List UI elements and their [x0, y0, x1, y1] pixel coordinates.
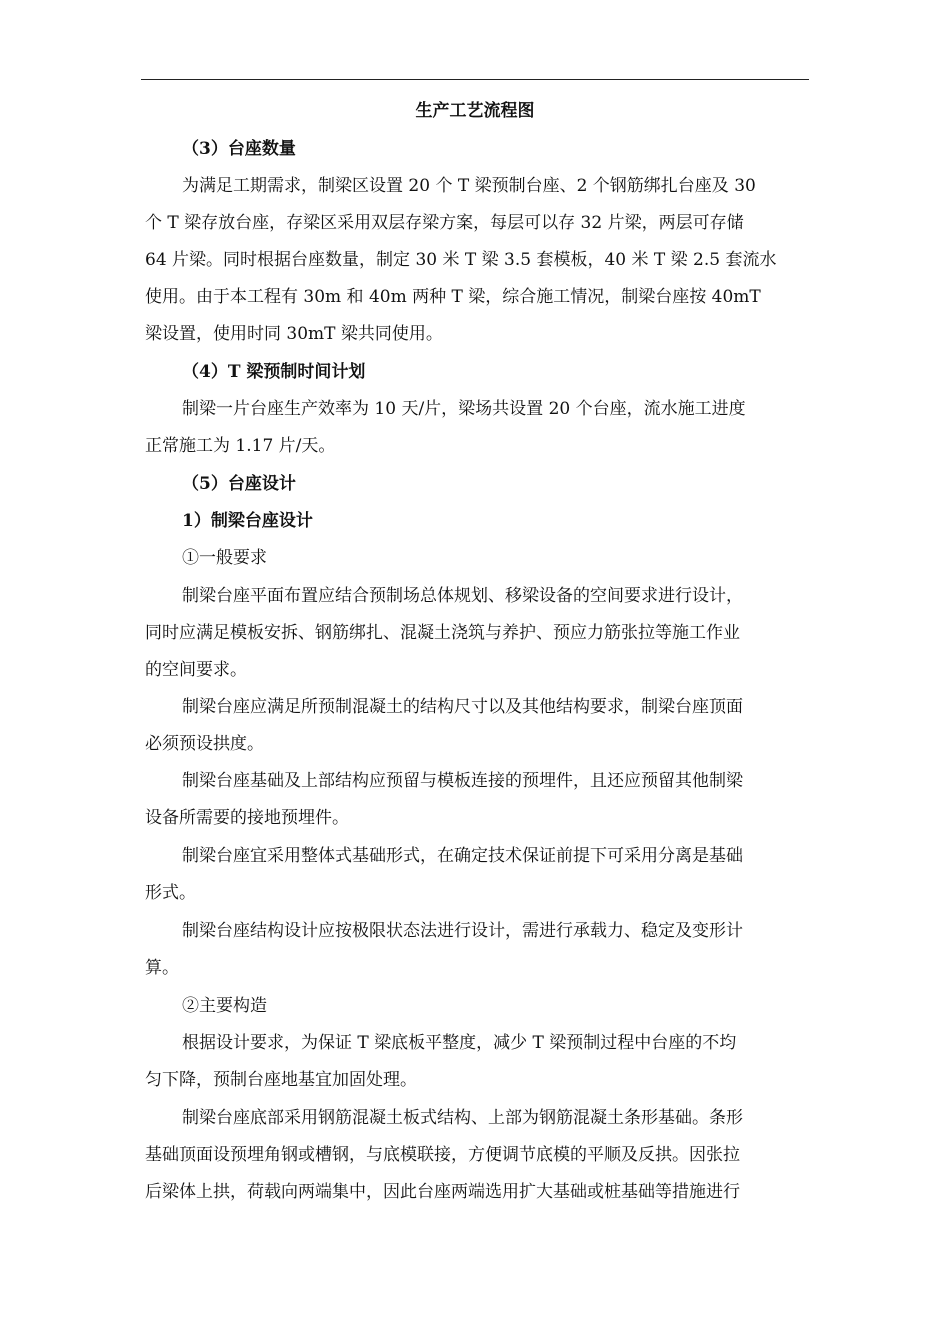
- paragraph-line: 制梁台座应满足所预制混凝土的结构尺寸以及其他结构要求，制梁台座顶面: [182, 697, 743, 717]
- paragraph-line: 制梁台座宜采用整体式基础形式，在确定技术保证前提下可采用分离是基础: [182, 846, 743, 866]
- paragraph-line: 后梁体上拱，荷载向两端集中，因此台座两端选用扩大基础或桩基础等措施进行: [145, 1182, 740, 1202]
- paragraph-line: 制梁一片台座生产效率为 10 天/片，梁场共设置 20 个台座，流水施工进度: [182, 399, 746, 419]
- paragraph-line: 制梁台座结构设计应按极限状态法进行设计，需进行承载力、稳定及变形计: [182, 921, 743, 941]
- paragraph-line: 基础顶面设预埋角钢或槽钢，与底模联接，方便调节底模的平顺及反拱。因张拉: [145, 1145, 740, 1165]
- section-heading-pedestal-count: （3）台座数量: [182, 139, 296, 159]
- paragraph-line: 使用。由于本工程有 30m 和 40m 两种 T 梁，综合施工情况，制梁台座按 40mT: [145, 287, 761, 307]
- paragraph-line: 个 T 梁存放台座，存梁区采用双层存梁方案，每层可以存 32 片梁，两层可存储: [145, 213, 744, 233]
- paragraph-line: 64 片梁。同时根据台座数量，制定 30 米 T 梁 3.5 套模板，40 米 T 梁 2.5 套流水: [145, 250, 777, 270]
- paragraph-line: 梁设置，使用时同 30mT 梁共同使用。: [145, 324, 443, 344]
- subsection-heading: ②主要构造: [182, 996, 267, 1016]
- section-heading-pedestal-design: （5）台座设计: [182, 474, 296, 494]
- paragraph-line: 的空间要求。: [145, 660, 247, 680]
- paragraph-line: 制梁台座底部采用钢筋混凝土板式结构、上部为钢筋混凝土条形基础。条形: [182, 1108, 743, 1128]
- paragraph-line: 必须预设拱度。: [145, 734, 264, 754]
- paragraph-line: 同时应满足模板安拆、钢筋绑扎、混凝土浇筑与养护、预应力筋张拉等施工作业: [145, 623, 740, 643]
- section-heading-schedule: （4）T 梁预制时间计划: [182, 362, 366, 382]
- paragraph-line: 匀下降，预制台座地基宜加固处理。: [145, 1070, 417, 1090]
- paragraph-line: 正常施工为 1.17 片/天。: [145, 436, 336, 456]
- paragraph-line: 算。: [145, 958, 179, 978]
- page-title: 生产工艺流程图: [415, 101, 535, 121]
- header-rule: [141, 79, 809, 80]
- subsection-heading: 1）制梁台座设计: [182, 511, 313, 531]
- paragraph-line: 制梁台座平面布置应结合预制场总体规划、移梁设备的空间要求进行设计，: [182, 586, 743, 606]
- paragraph-line: 根据设计要求，为保证 T 梁底板平整度，减少 T 梁预制过程中台座的不均: [182, 1033, 737, 1053]
- subsection-heading: ①一般要求: [182, 548, 267, 568]
- paragraph-line: 设备所需要的接地预埋件。: [145, 808, 349, 828]
- paragraph-line: 形式。: [145, 883, 196, 903]
- paragraph-line: 为满足工期需求，制梁区设置 20 个 T 梁预制台座、2 个钢筋绑扎台座及 30: [182, 176, 756, 196]
- paragraph-line: 制梁台座基础及上部结构应预留与模板连接的预埋件，且还应预留其他制梁: [182, 771, 743, 791]
